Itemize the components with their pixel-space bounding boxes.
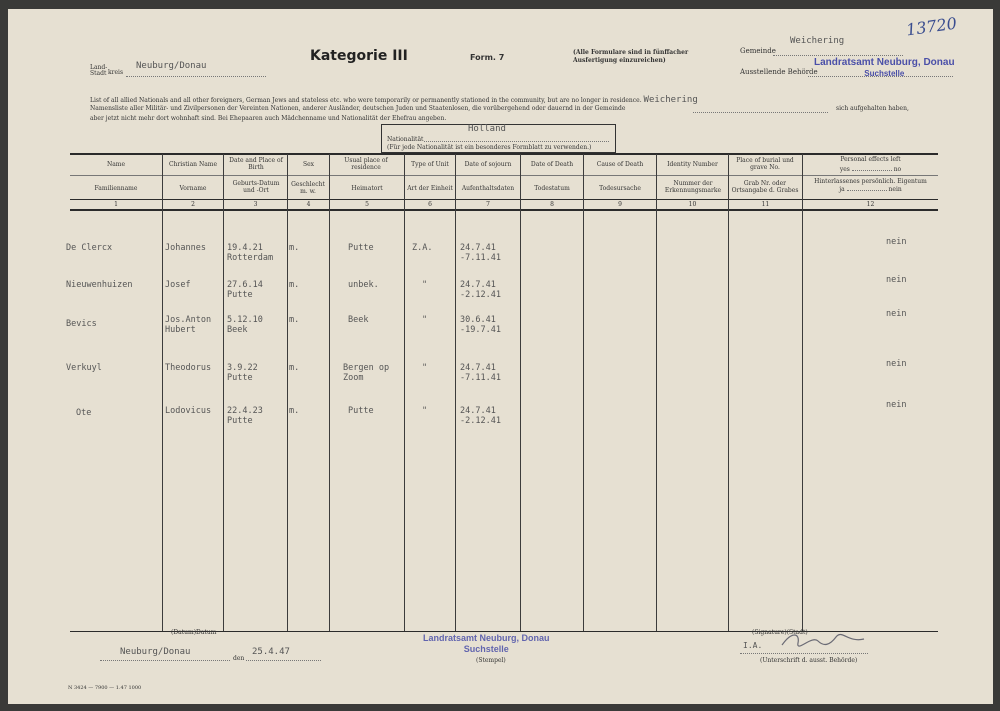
col-12-sub-en bbox=[808, 166, 933, 173]
col-10-de: Nummer der Erkennungsmarke bbox=[664, 180, 722, 194]
col-7-header: Date of sojourn bbox=[464, 161, 512, 168]
cell-geburt: 3.9.22 Putte bbox=[227, 363, 258, 383]
date-value: 25.4.47 bbox=[252, 647, 290, 657]
col-4-de: Geschlecht m. w. bbox=[291, 181, 325, 195]
stadt-label: Stadt bbox=[90, 70, 107, 77]
cell-aufenthalt: 24.7.41 -2.12.41 bbox=[460, 406, 501, 426]
cell-geburt: 19.4.21 Rotterdam bbox=[227, 243, 274, 263]
form-note-line2: Ausfertigung einzureichen) bbox=[573, 57, 666, 64]
cell-eigentum: nein bbox=[886, 237, 907, 247]
col-8-header: Date of Death bbox=[530, 161, 574, 168]
col-12-yes: yes bbox=[839, 166, 850, 173]
col-9-de: Todesursache bbox=[599, 185, 641, 192]
col-6-num: 6 bbox=[428, 201, 432, 208]
cell-aufenthalt: 24.7.41 -7.11.41 bbox=[460, 363, 501, 383]
col-12-no: no bbox=[893, 166, 902, 173]
col-2-header: Christian Name bbox=[168, 161, 218, 168]
land-label-land: Land- bbox=[90, 64, 108, 71]
col-1-num: 1 bbox=[114, 201, 118, 208]
col-12-ja: ja bbox=[839, 186, 845, 193]
col-9-num: 9 bbox=[618, 201, 622, 208]
cell-eigentum: nein bbox=[886, 400, 907, 410]
col-4-num: 4 bbox=[306, 201, 311, 208]
col-6-de: Art der Einheit bbox=[407, 185, 453, 192]
col-3-de: Geburts-Datum und -Ort bbox=[232, 180, 280, 194]
col-2-de: Vorname bbox=[179, 185, 207, 192]
col-7-de: Aufenthaltsdaten bbox=[461, 185, 515, 192]
cell-heimat: unbek. bbox=[348, 280, 379, 290]
signature-caption: (Unterschrift d. ausst. Behörde) bbox=[760, 657, 858, 664]
intro-line3: aber jetzt nicht mehr dort wohnhaft sind. Bei Ehepaaren auch Mädchenname und Nationalität der Ehefrau angeben. bbox=[90, 115, 447, 122]
print-code: N 3424 — 7900 — 1.47 1000 bbox=[68, 685, 142, 691]
col-4-header: Sex bbox=[302, 161, 315, 168]
corner-number: 13720 bbox=[904, 13, 958, 40]
col-8-de: Todestatum bbox=[534, 185, 570, 192]
col-1-header bbox=[70, 161, 162, 168]
col-8-num: 8 bbox=[550, 201, 554, 208]
col-3-header: Date and Place of Birth bbox=[229, 157, 283, 171]
nationality-box bbox=[381, 124, 616, 153]
cell-geburt: 22.4.23 Putte bbox=[227, 406, 263, 426]
form-note bbox=[573, 49, 688, 65]
document-page bbox=[8, 9, 993, 704]
cell-einheit: " bbox=[422, 406, 428, 416]
cell-sex: m. bbox=[289, 363, 300, 373]
cell-geburt: 5.12.10 Beek bbox=[227, 315, 263, 335]
kreis-label: kreis bbox=[108, 69, 124, 76]
cell-vorname: Theodorus bbox=[165, 363, 212, 373]
cell-name: Bevics bbox=[66, 319, 97, 329]
den-label: den bbox=[233, 655, 245, 662]
cell-sex: m. bbox=[289, 280, 300, 290]
col-9-header: Cause of Death bbox=[596, 161, 644, 168]
cell-vorname: Lodovicus bbox=[165, 406, 212, 416]
intro-line1 bbox=[90, 95, 698, 105]
intro-line1-value: Weichering bbox=[643, 95, 698, 105]
cell-geburt: 27.6.14 Putte bbox=[227, 280, 263, 300]
signature-label: (Signature)(Stadt) bbox=[752, 629, 808, 636]
land-label bbox=[90, 65, 107, 77]
nationality-value: Holland bbox=[468, 124, 506, 134]
col-7-num: 7 bbox=[486, 201, 490, 208]
gemeinde-label: Gemeinde bbox=[740, 47, 776, 55]
form-number: Form. 7 bbox=[470, 53, 505, 62]
cell-sex: m. bbox=[289, 315, 300, 325]
col-2-num: 2 bbox=[191, 201, 195, 208]
cell-heimat: Beek bbox=[348, 315, 369, 325]
col-12-num: 12 bbox=[866, 201, 875, 208]
form-title: Kategorie III bbox=[310, 48, 408, 64]
cell-heimat: Putte bbox=[348, 406, 374, 416]
ort-value: Neuburg/Donau bbox=[120, 647, 191, 657]
cell-aufenthalt: 24.7.41 -7.11.41 bbox=[460, 243, 501, 263]
col-5-num: 5 bbox=[365, 201, 369, 208]
gemeinde-value: Weichering bbox=[790, 36, 845, 46]
col-1-de: Familienname bbox=[94, 185, 138, 192]
nationality-label: Nationalität bbox=[387, 136, 424, 143]
cell-name: Nieuwenhuizen bbox=[66, 280, 133, 290]
cell-name: Verkuyl bbox=[66, 363, 102, 373]
handwritten-signature bbox=[778, 629, 868, 651]
cell-sex: m. bbox=[289, 406, 300, 416]
cell-aufenthalt: 30.6.41 -19.7.41 bbox=[460, 315, 501, 335]
cell-eigentum: nein bbox=[886, 275, 907, 285]
footer-stamp-line2: Suchstelle bbox=[463, 644, 509, 654]
col-1-en: Name bbox=[106, 161, 126, 168]
cell-vorname: Johannes bbox=[165, 243, 206, 253]
intro-line2: Namensliste aller Militär- und Zivilpersonen der Vereinten Nationen, anderer Ausländer, deutschen Juden und Staatenlosen, die vorübergehend oder dauernd in der Gemeinde bbox=[90, 105, 626, 112]
cell-eigentum: nein bbox=[886, 309, 907, 319]
cell-einheit: " bbox=[422, 315, 428, 325]
col-6-header: Type of Unit bbox=[411, 161, 449, 168]
form-note-line1: (Alle Formulare sind in fünffacher bbox=[573, 49, 689, 56]
col-5-header: Usual place of residence bbox=[344, 157, 388, 171]
col-12-header: Personal effects left bbox=[840, 156, 901, 163]
cell-heimat: Bergen op Zoom bbox=[343, 363, 390, 383]
nationality-note: (Für jede Nationalität ist ein besonderes Formblatt zu verwenden.) bbox=[387, 144, 592, 151]
cell-aufenthalt: 24.7.41 -2.12.41 bbox=[460, 280, 501, 300]
cell-name: De Clercx bbox=[66, 243, 113, 253]
col-10-header: Identity Number bbox=[667, 161, 718, 168]
intro-line2-end: sich aufgehalten haben, bbox=[836, 105, 909, 112]
col-10-num: 10 bbox=[688, 201, 697, 208]
issuer-stamp-line2: Suchstelle bbox=[864, 69, 905, 78]
col-12-nein: nein bbox=[888, 186, 902, 193]
signature-prefix: I.A. bbox=[743, 641, 763, 650]
col-11-num: 11 bbox=[761, 201, 770, 208]
issuer-stamp-line1: Landratsamt Neuburg, Donau bbox=[814, 57, 955, 68]
footer-stamp-line1: Landratsamt Neuburg, Donau bbox=[423, 633, 550, 643]
intro-line1-text: List of all allied Nationals and all other foreigners, German Jews and stateless etc. who were temporarily or permanently stationed in the community, but are no longer in residence. bbox=[90, 97, 642, 104]
cell-eigentum: nein bbox=[886, 359, 907, 369]
issuer-label: Ausstellende Behörde bbox=[740, 68, 818, 76]
cell-vorname: Jos.Anton Hubert bbox=[165, 315, 212, 335]
cell-einheit: " bbox=[422, 363, 428, 373]
ort-label: (Datum)Datum bbox=[171, 629, 217, 636]
cell-sex: m. bbox=[289, 243, 300, 253]
cell-einheit: " bbox=[422, 280, 428, 290]
col-12-de: Hinterlassenes persönlich. Eigentum bbox=[814, 178, 927, 185]
cell-name: Ote bbox=[76, 408, 92, 418]
col-11-header: Place of burial und grave No. bbox=[736, 157, 794, 171]
footer-stamp bbox=[423, 633, 550, 655]
cell-einheit: Z.A. bbox=[412, 243, 433, 253]
land-value: Neuburg/Donau bbox=[136, 61, 207, 71]
cell-heimat: Putte bbox=[348, 243, 374, 253]
col-11-de: Grab Nr. oder Ortsangabe d. Grabes bbox=[731, 180, 799, 194]
col-12-sub-de bbox=[808, 186, 933, 193]
cell-vorname: Josef bbox=[165, 280, 191, 290]
col-3-num: 3 bbox=[253, 201, 258, 208]
col-5-de: Heimatort bbox=[351, 185, 383, 192]
stamp-label: (Stempel) bbox=[476, 657, 506, 664]
